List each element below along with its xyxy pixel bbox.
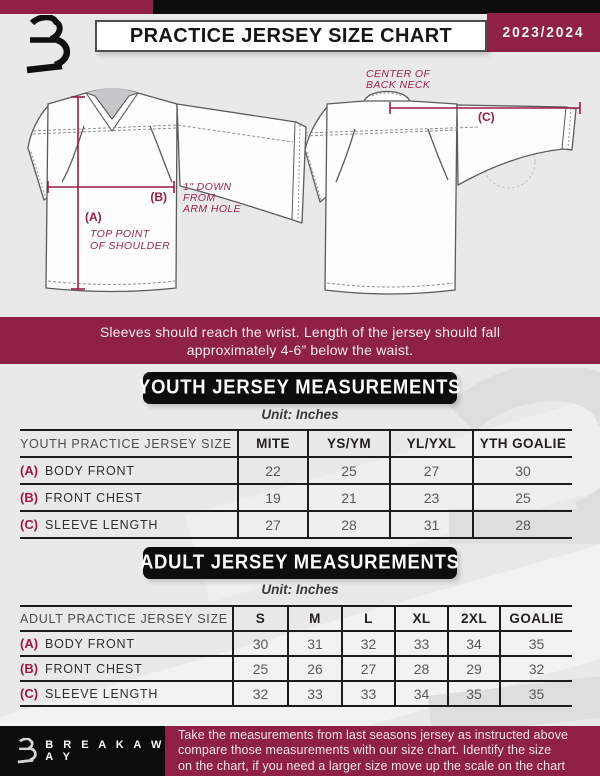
col-header-yth-goalie: YTH GOALIE	[473, 430, 572, 457]
value-cell: 32	[233, 681, 288, 706]
adult-section-heading	[140, 547, 460, 579]
value-cell: 25	[308, 457, 390, 484]
adult-unit-label: Unit: Inches	[261, 582, 339, 597]
col-header-mite: MITE	[238, 430, 308, 457]
value-cell: 34	[395, 681, 448, 706]
fit-note-banner	[0, 317, 600, 364]
back-jersey-illustration	[305, 92, 576, 295]
jersey-measurement-diagram	[0, 0, 600, 330]
front-jersey-illustration	[28, 89, 306, 292]
adult-size-header: ADULT PRACTICE JERSEY SIZE	[20, 606, 233, 631]
col-header-l: L	[342, 606, 395, 631]
youth-heading-label: YOUTH JERSEY MEASUREMENTS	[138, 376, 462, 399]
label-c-desc-line2: BACK NECK	[366, 79, 431, 91]
table-row	[20, 681, 572, 706]
row-label-sleeve-length	[20, 681, 233, 706]
measure-key: (C)	[20, 516, 39, 532]
measure-key: (C)	[20, 685, 39, 701]
value-cell: 33	[395, 631, 448, 656]
label-c: (C)	[478, 110, 495, 124]
label-b-desc-line1: 1" DOWN	[183, 181, 232, 193]
value-cell: 30	[473, 457, 572, 484]
value-cell: 31	[390, 511, 473, 538]
col-header-m: M	[288, 606, 342, 631]
footer-note-line2: compare those measurements with our size chart. Identify the size	[178, 743, 552, 758]
value-cell: 35	[500, 681, 572, 706]
youth-table-header-row	[20, 430, 572, 457]
table-row	[20, 484, 572, 511]
label-b-desc-line2: FROM	[183, 192, 216, 204]
measure-label: BODY FRONT	[45, 463, 135, 478]
value-cell: 33	[342, 681, 395, 706]
value-cell: 28	[395, 656, 448, 681]
value-cell: 27	[238, 511, 308, 538]
value-cell: 29	[448, 656, 500, 681]
row-label-front-chest	[20, 656, 233, 681]
measure-key: (A)	[20, 635, 39, 651]
value-cell: 35	[448, 681, 500, 706]
season-label: 2023/2024	[502, 24, 585, 41]
table-row	[20, 656, 572, 681]
youth-section-heading	[138, 372, 462, 404]
label-a-desc-line1: TOP POINT	[90, 228, 150, 240]
breakaway-b-footer-logo-icon	[17, 737, 37, 765]
row-label-body-front	[20, 457, 238, 484]
value-cell: 28	[473, 511, 572, 538]
footer-note-line3: on the chart, if you need a larger size move up the scale on the chart	[178, 758, 566, 773]
measure-label: BODY FRONT	[45, 636, 135, 651]
value-cell: 32	[500, 656, 572, 681]
value-cell: 30	[233, 631, 288, 656]
adult-size-table	[20, 605, 572, 707]
value-cell: 27	[342, 656, 395, 681]
row-label-body-front	[20, 631, 233, 656]
value-cell: 25	[233, 656, 288, 681]
value-cell: 26	[288, 656, 342, 681]
value-cell: 33	[288, 681, 342, 706]
page-title: PRACTICE JERSEY SIZE CHART	[129, 24, 453, 47]
table-row	[20, 457, 572, 484]
fit-note-line2: approximately 4-6” below the waist.	[186, 341, 414, 358]
value-cell: 23	[390, 484, 473, 511]
table-row	[20, 631, 572, 656]
label-a: (A)	[85, 210, 102, 224]
measure-key: (B)	[20, 489, 39, 505]
value-cell: 25	[473, 484, 572, 511]
value-cell: 32	[342, 631, 395, 656]
value-cell: 35	[500, 631, 572, 656]
footer-instructions-box	[165, 726, 600, 776]
value-cell: 21	[308, 484, 390, 511]
value-cell: 19	[238, 484, 308, 511]
value-cell: 34	[448, 631, 500, 656]
value-cell: 27	[390, 457, 473, 484]
label-c-desc-line1: CENTER OF	[366, 68, 431, 80]
measure-key: (A)	[20, 462, 39, 478]
value-cell: 28	[308, 511, 390, 538]
col-header-yl-yxl: YL/YXL	[390, 430, 473, 457]
col-header-ys-ym: YS/YM	[308, 430, 390, 457]
youth-unit-label: Unit: Inches	[261, 407, 339, 422]
adult-table-header-row	[20, 606, 572, 631]
measure-label: FRONT CHEST	[45, 490, 143, 505]
value-cell: 22	[238, 457, 308, 484]
footer-note-line1: Take the measurements from last seasons jersey as instructed above	[178, 727, 569, 742]
col-header-goalie: GOALIE	[500, 606, 572, 631]
table-row	[20, 511, 572, 538]
row-label-sleeve-length	[20, 511, 238, 538]
value-cell: 31	[288, 631, 342, 656]
measure-key: (B)	[20, 660, 39, 676]
label-b: (B)	[150, 190, 167, 204]
adult-heading-label: ADULT JERSEY MEASUREMENTS	[140, 551, 460, 574]
measure-label: SLEEVE LENGTH	[45, 686, 159, 701]
col-header-2xl: 2XL	[448, 606, 500, 631]
measure-label: SLEEVE LENGTH	[45, 517, 159, 532]
footer-brand-box	[0, 726, 165, 776]
youth-size-table	[20, 429, 572, 539]
fit-note-line1: Sleeves should reach the wrist. Length of the jersey should fall	[99, 323, 501, 340]
label-b-desc-line3: ARM HOLE	[183, 203, 242, 215]
youth-size-header: YOUTH PRACTICE JERSEY SIZE	[20, 430, 238, 457]
label-a-desc-line2: OF SHOULDER	[90, 240, 171, 252]
col-header-s: S	[233, 606, 288, 631]
row-label-front-chest	[20, 484, 238, 511]
col-header-xl: XL	[395, 606, 448, 631]
measure-label: FRONT CHEST	[45, 661, 143, 676]
brand-name: B R E A K A W A Y	[45, 739, 165, 763]
